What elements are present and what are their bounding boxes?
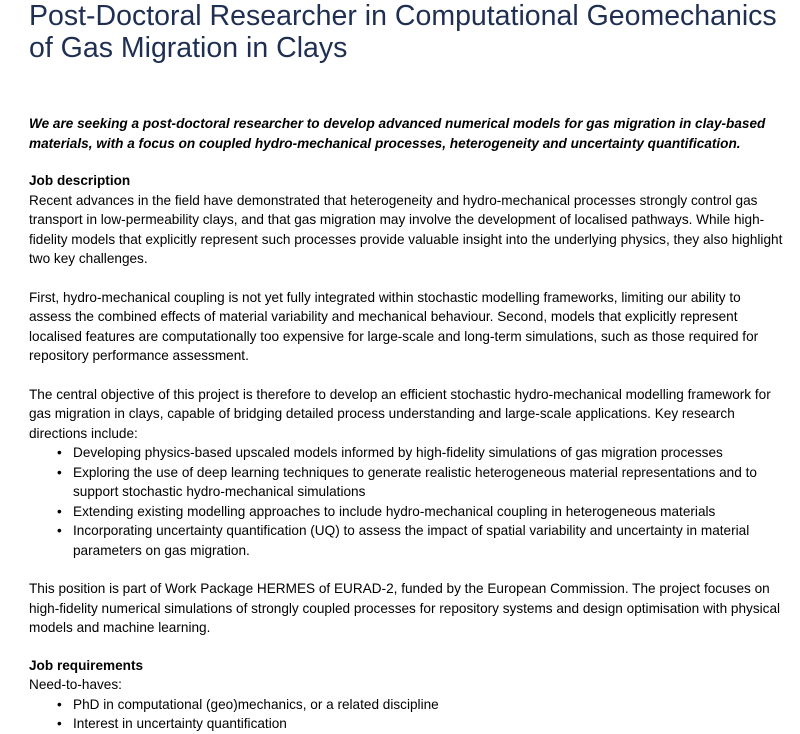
bullet-icon: • xyxy=(57,696,62,712)
list-item-text: Interest in uncertainty quantification xyxy=(73,716,287,731)
list-item xyxy=(57,443,785,463)
bullet-icon: • xyxy=(57,523,62,538)
bullet-icon: • xyxy=(57,503,62,519)
list-item xyxy=(57,502,785,522)
job-description-paragraph-2: First, hydro-mechanical coupling is not yet fully integrated within stochastic modelling frameworks, limiting our ability to assess the combined effects of material variability and mechanical behaviour. Second, models that explicitly represent localised features are computationally too expensive for large-scale and long-term simulations, such as those required for repository performance assessment. xyxy=(29,289,759,363)
job-description-paragraph-4: This position is part of Work Package HERMES of EURAD-2, funded by the European Commission. The project focuses on high-fidelity numerical simulations of strongly coupled processes for repository systems and design optimisation with physical models and machine learning. xyxy=(29,581,781,635)
list-item-text: Developing physics-based upscaled models informed by high-fidelity simulations of gas migration processes xyxy=(73,445,723,460)
need-to-haves-label: Need-to-haves: xyxy=(29,677,122,692)
list-item xyxy=(57,521,785,560)
list-item-text: Extending existing modelling approaches to include hydro-mechanical coupling in heterogeneous materials xyxy=(73,503,716,519)
need-to-haves-list xyxy=(29,695,785,734)
page-title: Post-Doctoral Researcher in Computational Geomechanics of Gas Migration in Clays xyxy=(29,0,777,64)
list-item xyxy=(57,695,785,715)
bullet-icon: • xyxy=(57,464,62,480)
job-posting xyxy=(29,0,785,734)
job-description-paragraph-3: The central objective of this project is therefore to develop an efficient stochastic hydro-mechanical modelling framework for gas migration in clays, capable of bridging detailed process understanding and large-scale applications. Key research directions include: xyxy=(29,386,771,441)
list-item xyxy=(57,463,785,502)
job-description-paragraph-1: Recent advances in the field have demonstrated that heterogeneity and hydro-mechanical processes strongly control gas transport in low-permeability clays, and that gas migration may involve the development of localised pathways. While high-fidelity models that explicitly represent such processes provide valuable insight into the underlying physics, they also highlight two key challenges. xyxy=(29,192,783,266)
list-item-text: PhD in computational (geo)mechanics, or a related discipline xyxy=(73,696,439,712)
job-requirements-heading: Job requirements xyxy=(29,657,144,673)
list-item xyxy=(57,714,785,734)
bullet-icon: • xyxy=(57,445,62,460)
bullet-icon: • xyxy=(57,716,62,731)
lead-summary: We are seeking a post-doctoral researcher to develop advanced numerical models for gas migration in clay-based materials, with a focus on coupled hydro-mechanical processes, heterogeneity and uncertainty quantification. xyxy=(29,116,766,151)
research-directions-list xyxy=(29,443,785,560)
list-item-text: Exploring the use of deep learning techniques to generate realistic heterogeneous material representations and to support stochastic hydro-mechanical simulations xyxy=(73,464,757,499)
job-description-heading: Job description xyxy=(29,173,131,188)
list-item-text: Incorporating uncertainty quantification (UQ) to assess the impact of spatial variability and uncertainty in material parameters on gas migration. xyxy=(73,523,750,558)
